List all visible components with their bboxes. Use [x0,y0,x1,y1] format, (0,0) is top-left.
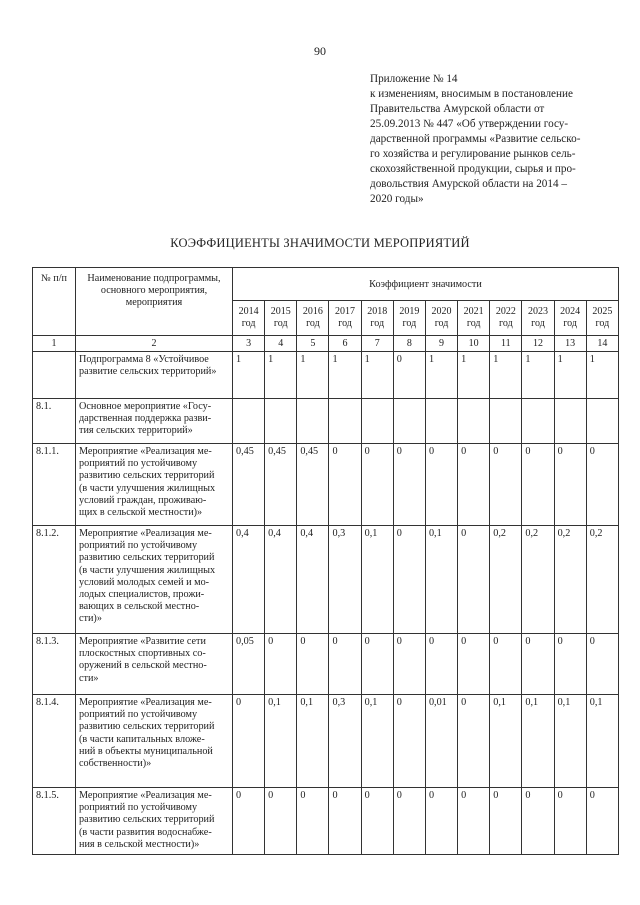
appendix-note [370,72,622,207]
coefficient-value: 1 [265,352,297,399]
coefficient-value: 0 [425,444,457,526]
coefficient-value: 0,3 [329,526,361,634]
appendix-line: довольствия Амурской области на 2014 – [370,178,567,190]
coefficient-value: 0 [393,634,425,695]
coefficient-value: 0 [393,444,425,526]
header-number: № п/п [33,268,76,336]
row-number: 8.1.5. [33,788,76,855]
coefficient-value: 0,45 [297,444,329,526]
coefficient-value: 0 [393,526,425,634]
header-coefficient: Коэффициент значимости [233,268,619,301]
coefficient-value: 0,45 [265,444,297,526]
coefficient-value: 0,4 [233,526,265,634]
header-year [458,301,490,336]
header-year [361,301,393,336]
row-name: Основное мероприятие «Госу- дарственная поддержка разви- тия сельских территорий» [76,399,233,444]
column-number: 11 [490,336,522,352]
year-word: год [466,318,481,329]
coefficient-value: 0 [458,526,490,634]
table-row [33,695,619,788]
row-number: 8.1.1. [33,444,76,526]
coefficient-value: 0,1 [265,695,297,788]
coefficient-value: 0,1 [361,695,393,788]
header-name: Наименование подпрограммы, основного мероприятия, мероприятия [76,268,233,336]
coefficient-value: 0 [297,634,329,695]
header-year [586,301,618,336]
coefficient-value: 0 [329,634,361,695]
coefficient-value: 0,05 [233,634,265,695]
table-row [33,526,619,634]
year-word: год [273,318,288,329]
year-value: 2024 [560,306,581,317]
appendix-line: 2020 годы» [370,193,424,205]
coefficient-value: 0 [554,634,586,695]
coefficient-value: 0 [458,634,490,695]
coefficient-value: 0,1 [522,695,554,788]
coefficient-value: 0 [458,788,490,855]
appendix-line: к изменениям, вносимым в постановление [370,88,573,100]
coefficient-value: 0,2 [490,526,522,634]
coefficient-value: 0 [586,788,618,855]
row-name: Мероприятие «Реализация ме- роприятий по устойчивому развитию сельских территорий (в части капитальных вложе- ний в объекты муниципальной собственности)» [76,695,233,788]
coefficient-value: 0 [393,695,425,788]
coefficient-value: 0 [490,634,522,695]
row-number: 8.1.2. [33,526,76,634]
coefficient-value: 0,1 [554,695,586,788]
year-value: 2017 [335,306,356,317]
coefficient-value: 0 [233,695,265,788]
header-year [490,301,522,336]
coefficient-value: 0 [361,634,393,695]
coefficient-value: 0 [554,788,586,855]
table-row [33,634,619,695]
year-word: год [499,318,513,329]
column-number: 8 [393,336,425,352]
column-numbers-row [33,336,619,352]
page-number: 90 [314,44,326,58]
year-value: 2023 [527,306,548,317]
coefficient-value [233,399,265,444]
column-number: 9 [425,336,457,352]
year-word: год [338,318,352,329]
coefficient-value: 0,45 [233,444,265,526]
year-word: год [595,318,610,329]
year-value: 2021 [463,306,484,317]
document-title: КОЭФФИЦИЕНТЫ ЗНАЧИМОСТИ МЕРОПРИЯТИЙ [170,236,470,250]
header-year [233,301,265,336]
year-value: 2016 [302,306,323,317]
column-number: 14 [586,336,618,352]
coefficient-value: 1 [233,352,265,399]
coefficients-table [32,267,619,855]
coefficient-value [458,399,490,444]
appendix-line: Правительства Амурской области от [370,103,545,115]
coefficient-value [393,399,425,444]
year-word: год [531,318,545,329]
header-year [297,301,329,336]
coefficient-value: 1 [522,352,554,399]
coefficient-value: 0,1 [361,526,393,634]
coefficient-value: 0 [329,444,361,526]
year-word: год [370,318,385,329]
year-value: 2019 [399,306,420,317]
year-value: 2022 [495,306,516,317]
coefficient-value: 0 [490,444,522,526]
coefficient-value: 0,2 [586,526,618,634]
coefficient-value: 1 [458,352,490,399]
coefficient-value: 0,4 [297,526,329,634]
column-number: 1 [33,336,76,352]
coefficient-value: 0 [586,634,618,695]
coefficient-value [554,399,586,444]
coefficient-value: 0 [490,788,522,855]
header-year [393,301,425,336]
row-number [33,352,76,399]
row-name: Подпрограмма 8 «Устойчивое развитие сельских территорий» [76,352,233,399]
coefficient-value: 0 [329,788,361,855]
coefficient-value [265,399,297,444]
coefficient-value: 0 [361,788,393,855]
year-value: 2020 [431,306,452,317]
coefficient-value: 0,1 [586,695,618,788]
row-name: Мероприятие «Реализация ме- роприятий по устойчивому развитию сельских территорий (в части развития водоснабже- ния в сельской местности)» [76,788,233,855]
coefficient-value: 0 [297,788,329,855]
column-number: 13 [554,336,586,352]
row-name: Мероприятие «Реализация ме- роприятий по устойчивому развитию сельских территорий (в части улучшения жилищных условий граждан, проживаю- щих в сельской местности)» [76,444,233,526]
coefficient-value: 0 [393,788,425,855]
appendix-line: 25.09.2013 № 447 «Об утверждении госу- [370,118,569,130]
appendix-line: скохозяйственной продукции, сырья и про- [370,163,576,175]
coefficient-value [425,399,457,444]
column-number: 5 [297,336,329,352]
year-value: 2025 [592,306,613,317]
coefficient-value [361,399,393,444]
coefficient-value: 0,1 [490,695,522,788]
coefficient-value: 0 [425,634,457,695]
table-row [33,399,619,444]
year-word: год [563,318,577,329]
coefficient-value: 0,4 [265,526,297,634]
year-word: год [241,318,256,329]
coefficient-value: 1 [586,352,618,399]
year-value: 2015 [270,306,291,317]
row-name: Мероприятие «Реализация ме- роприятий по устойчивому развитию сельских территорий (в части улучшения жилищных условий молодых семей и мо- лодых специалистов, прожи- вающих в сельской местно- сти)» [76,526,233,634]
coefficient-value: 0 [265,634,297,695]
appendix-line: Приложение № 14 [370,73,458,85]
table-row [33,788,619,855]
coefficient-value: 1 [329,352,361,399]
coefficient-value: 0 [458,444,490,526]
coefficient-value: 0,2 [554,526,586,634]
year-value: 2018 [367,306,388,317]
coefficient-value: 1 [425,352,457,399]
coefficient-value: 0,1 [297,695,329,788]
coefficient-value [329,399,361,444]
coefficient-value: 0,3 [329,695,361,788]
coefficient-value: 0 [265,788,297,855]
coefficient-value: 0,01 [425,695,457,788]
column-number: 10 [458,336,490,352]
coefficient-value: 1 [554,352,586,399]
header-year [425,301,457,336]
year-word: год [306,318,320,329]
column-number: 6 [329,336,361,352]
coefficient-value: 0 [393,352,425,399]
coefficient-value: 0,1 [425,526,457,634]
coefficient-value [297,399,329,444]
table-row [33,444,619,526]
coefficient-value [522,399,554,444]
header-year [554,301,586,336]
coefficient-value: 0 [522,634,554,695]
appendix-line: го хозяйства и регулирование рынков сель- [370,148,576,160]
coefficient-value: 0 [522,788,554,855]
coefficient-value: 0 [425,788,457,855]
column-number: 12 [522,336,554,352]
row-number: 8.1.3. [33,634,76,695]
column-number: 7 [361,336,393,352]
coefficient-value: 0 [586,444,618,526]
coefficient-value: 0 [554,444,586,526]
row-number: 8.1.4. [33,695,76,788]
header-year [522,301,554,336]
column-number: 2 [76,336,233,352]
coefficient-value: 1 [361,352,393,399]
appendix-line: дарственной программы «Развитие сельско- [370,133,581,145]
table-row [33,352,619,399]
coefficient-value: 0 [458,695,490,788]
coefficient-value: 1 [490,352,522,399]
row-name: Мероприятие «Развитие сети плоскостных спортивных со- оружений в сельской местно- сти» [76,634,233,695]
year-word: год [402,318,417,329]
coefficient-value: 0 [522,444,554,526]
year-word: год [434,318,449,329]
column-number: 3 [233,336,265,352]
header-year [265,301,297,336]
column-number: 4 [265,336,297,352]
coefficient-value [490,399,522,444]
coefficient-value [586,399,618,444]
year-value: 2014 [238,306,259,317]
row-number: 8.1. [33,399,76,444]
coefficient-value: 0 [233,788,265,855]
coefficient-value: 0,2 [522,526,554,634]
header-year [329,301,361,336]
coefficient-value: 0 [361,444,393,526]
table-body [33,352,619,855]
coefficient-value: 1 [297,352,329,399]
